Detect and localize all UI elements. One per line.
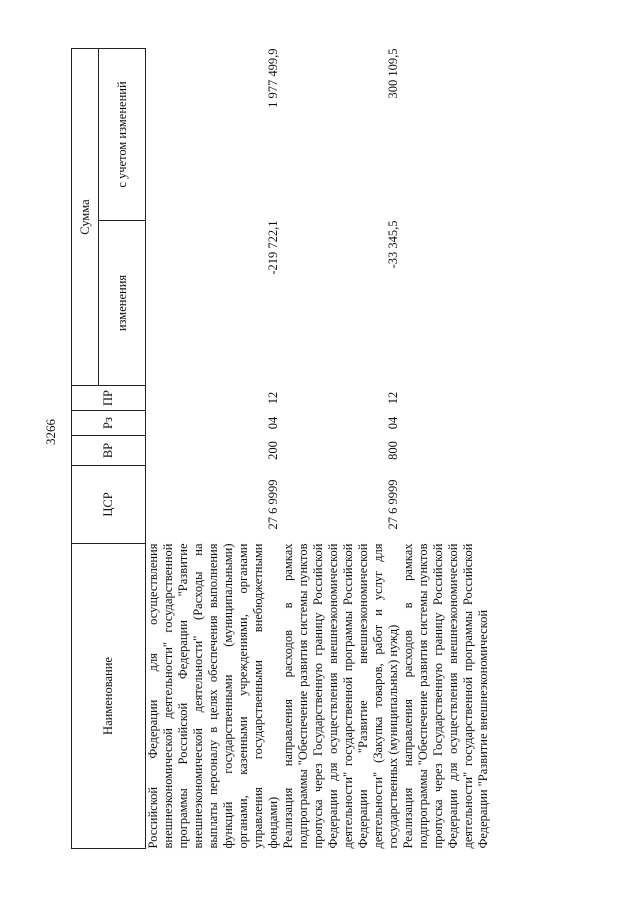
row-changes <box>401 221 491 386</box>
row-vr: 200 <box>266 441 280 460</box>
header-name: Наименование <box>72 544 146 849</box>
row-changes: -33 345,5 <box>386 220 400 269</box>
header-csr: ЦСР <box>72 466 146 544</box>
row-name: Реализация направления расходов в рамках подпрограммы "Обеспечение развития системы пунктов пропуска через Государственную границу Российской Федерации для осуществления внешнеэкономической деятельности" государственной программы Российской Федерации "Развитие внешнеэкономической <box>401 543 490 849</box>
table-row <box>401 49 491 849</box>
row-rz: 04 <box>266 416 280 430</box>
row-pr <box>401 386 491 411</box>
row-csr <box>401 466 491 544</box>
row-vr <box>401 436 491 466</box>
header-vr: ВР <box>72 436 146 466</box>
page-number: 3266 <box>43 419 58 445</box>
header-pr: ПР <box>72 386 146 411</box>
row-with-changes <box>401 49 491 221</box>
row-pr: 12 <box>266 391 280 405</box>
table-row <box>281 49 401 849</box>
budget-table <box>71 48 491 849</box>
row-rz: 04 <box>386 416 400 430</box>
header-with-changes: с учетом изменений <box>99 49 146 221</box>
rotated-table-container <box>71 49 611 849</box>
header-changes: изменения <box>99 221 146 386</box>
row-vr: 800 <box>386 441 400 460</box>
row-name: Российской Федерации для осуществления внешнеэкономической деятельности" государственной программы Российской Федерации "Развитие внешнеэкономической деятельности" (Расходы на выплаты персоналу в целях обеспечения выполнения функций государственными (муниципальными) органами, казенными учреждениями, органами управления государственными внебюджетными фондами) <box>146 543 280 849</box>
row-changes: -219 722,1 <box>266 220 280 275</box>
row-with-changes: 1 977 499,9 <box>266 48 280 108</box>
row-pr: 12 <box>386 391 400 405</box>
row-name: Реализация направления расходов в рамках подпрограммы "Обеспечение развития системы пунктов пропуска через Государственную границу Российской Федерации для осуществления внешнеэкономической деятельности" государственной программы Российской Федерации "Развитие внешнеэкономической деятельности" (Закупка товаров, работ и услуг для государственных (муниципальных) нужд) <box>281 543 400 849</box>
row-csr: 27 6 9999 <box>266 479 280 530</box>
row-csr: 27 6 9999 <box>386 479 400 530</box>
header-sum: Сумма <box>72 49 99 386</box>
table-row <box>146 49 282 849</box>
table-header <box>72 49 146 849</box>
row-rz <box>401 411 491 436</box>
row-with-changes: 300 109,5 <box>386 48 400 99</box>
header-rz: Рз <box>72 411 146 436</box>
